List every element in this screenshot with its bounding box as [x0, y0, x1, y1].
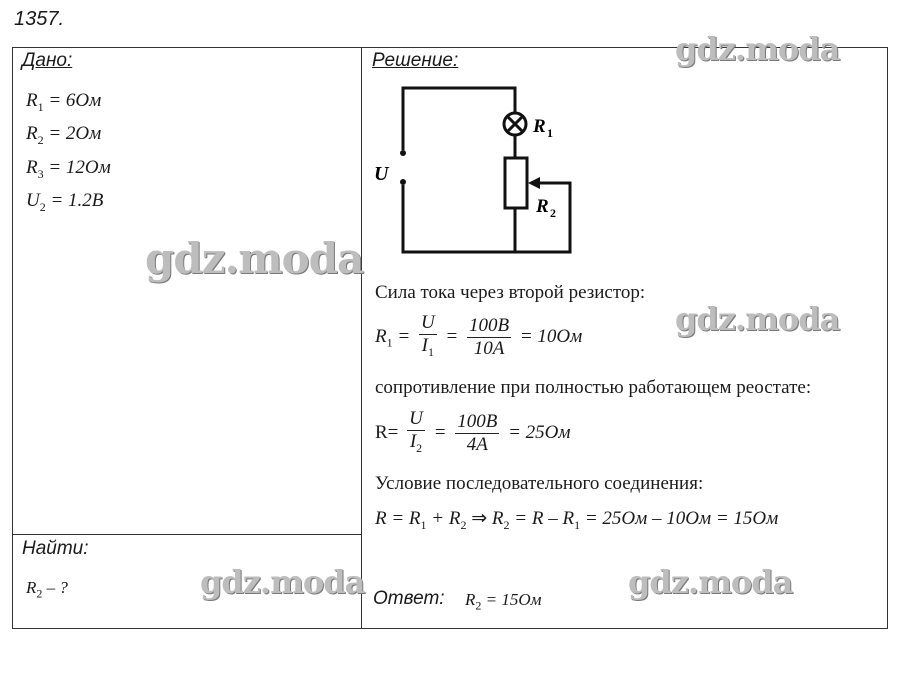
- circuit-diagram: [370, 80, 590, 260]
- given-r2: $R_2 = 2Ом$: [26, 123, 102, 147]
- label-r2-sub: 2: [550, 206, 556, 220]
- answer-value: $R_2 = 15Ом$: [465, 590, 542, 613]
- watermark: gdz.moda: [675, 300, 840, 338]
- watermark: gdz.moda: [675, 30, 840, 68]
- label-r2: R: [536, 196, 549, 217]
- given-u2: $U_2 = 1.2B$: [26, 190, 104, 214]
- equation-2: R= $\frac{U}{I_2}$ = $\frac{100B}{4A}$ = 25Ом: [375, 408, 571, 455]
- solution-line-1: Сила тока через второй резистор:: [375, 282, 646, 303]
- given-header: Дано:: [22, 50, 73, 71]
- watermark: gdz.moda: [145, 234, 364, 283]
- problem-number: 1357.: [14, 8, 65, 30]
- watermark: gdz.moda: [628, 563, 793, 601]
- find-header: Найти:: [22, 538, 89, 559]
- solution-line-2: сопротивление при полностью работающем реостате:: [375, 377, 812, 398]
- equation-3: $R = R_1 + R_2$ ⇒ $R_2 = R - R_1 = 25Ом - 10Ом = 15Ом$: [375, 508, 779, 532]
- answer-label: Ответ:: [373, 588, 445, 609]
- solution-line-3: Условие последовательного соединения:: [375, 473, 704, 494]
- column-divider: [361, 47, 362, 629]
- label-u: U: [374, 163, 389, 185]
- find-r2: $R_2$ – ?: [26, 578, 68, 601]
- given-r1: $R_1 = 6Ом$: [26, 90, 102, 114]
- solution-header: Решение:: [372, 50, 459, 71]
- given-r3: $R_3 = 12Ом$: [26, 157, 111, 181]
- equation-1: $R_1$ = $\frac{U}{I_1}$ = $\frac{100B}{10A}$ = 10Ом: [375, 312, 583, 359]
- label-r1: R: [533, 116, 546, 137]
- given-find-divider: [12, 534, 362, 535]
- watermark: gdz.moda: [200, 563, 365, 601]
- label-r1-sub: 1: [547, 126, 553, 140]
